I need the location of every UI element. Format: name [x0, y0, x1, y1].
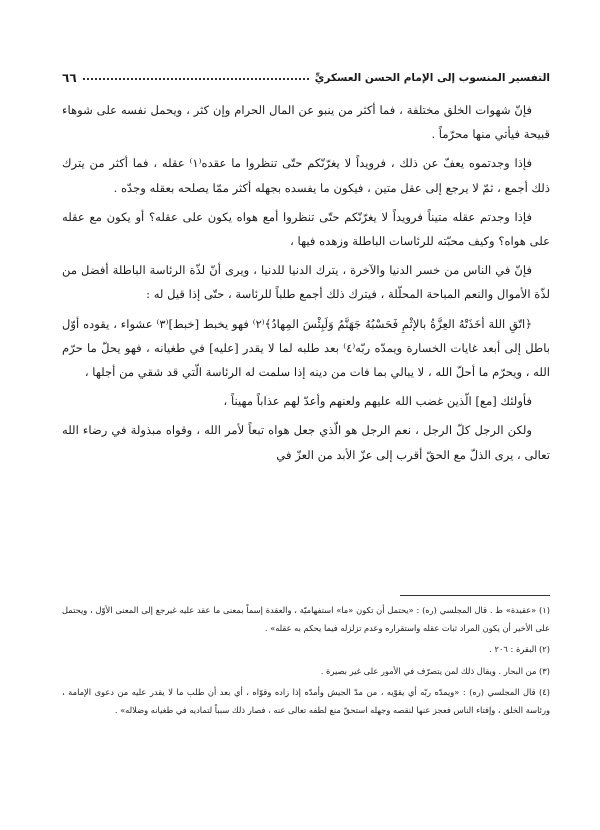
footnote: (١) «عقيدة» ط . قال المجلسي (ره) : «يحتمل أن تكون «ما» استفهاميّة ، والعقدة إسماً بمعنى ما عقد عليه غيرجع إلى المعنى الأوّل ، ويحتمل على الأخير أن يكون المراد ثبات عقله واستقراره وعدم تزلزله فيما يحكم به عقله» . — [62, 605, 550, 633]
running-title: التفسير المنسوب إلى الإمام الحسن العسكريِّ — [314, 72, 550, 84]
header-dotted-rule — [83, 78, 309, 80]
book-page — [62, 58, 550, 818]
running-header — [62, 68, 550, 88]
paragraph: فإنّ في الناس من خسر الدنيا والآخرة ، يترك الدنيا للدنيا ، ويرى أنّ لذّة الرئاسة الباطلة أفضل من لذّة الأموال والنعم المباحة المحلّلة ، فيترك ذلك أجمع طلباً للرئاسة ، حتّى إذا قيل له : — [62, 263, 550, 302]
footnote: (٣) من البحار . ويقال ذلك لمن يتصرّف في الأمور على غير بصيرة . — [320, 665, 550, 676]
footnotes — [62, 602, 550, 723]
footnote-separator — [400, 595, 550, 596]
paragraph: فإذا وجدتم عقله متيناً فرويداً لا يغرّنّكم حتّى تنظروا أمع هواه يكون على عقله؟ أو يكون مع عقله على هواه؟ وكيف محبّته للرئاسات الباطلة وزهده فيها ، — [62, 209, 550, 249]
main-text — [62, 98, 550, 472]
page-number: ٦٦ — [62, 71, 77, 85]
paragraph: ولكن الرجل كلّ الرجل ، نعم الرجل هو الّذي جعل هواه تبعاً لأمر الله ، وقواه مبذولة في رضاء الله تعالى ، يرى الذلّ مع الحقّ أقرب إلى عزّ الأبد من العزّ في — [62, 423, 550, 462]
paragraph: فإذا وجدتموه يعفّ عن ذلك ، فرويداً لا يغرّنّكم حتّى تنظروا ما عقده⁽١⁾ عقله ، فما أكثر من يترك ذلك أجمع ، ثمّ لا يرجع إلى عقل متين ، فيكون ما يفسده بجهله أكثر ممّا يصلحه بعقله وجدّه . — [62, 156, 550, 195]
paragraph-with-verse: ﴿اتّقِ اللهَ أخَذَتْهُ العِزَّةُ بالإثْمِ فَحَسْبُهُ جَهَنَّمُ وَلَبِئْسَ المِهادُ﴾⁽٢⁾ فهو يخبط [خبط]⁽٣⁾ عشواء ، يقوده أوّل باطل إلى أبعد غايات الخسارة ويمدّه ربّه⁽٤⁾ بعد طلبه لما لا يقدر [عليه] في طغيانه ، فهو يحلّ ما حرّم الله ، ويحرّم ما أحلّ الله ، لا يبالي بما فات من دينه إذا سلمت له الرئاسة الّتي قد شقي من أجلها ، — [62, 316, 550, 380]
footnote: (٢) البقرة : ٢٠٦ . — [489, 644, 550, 654]
footnote: (٤) قال المجلسي (ره) : «ويمدّه ربّه أي يقوّيه ، من مدّ الجيش وأمدّه إذا زاده وقوّاه ، أي بعد أن طلب ما لا يقدر عليه من دعوى الإمامة ، ورئاسة الخلق ، وإفتاء الناس فعجز عنها لنقصه وجهله استحقّ منع لطفه تعالى عنه ، فصار ذلك سبباً لتماديه في طغيانه وضلاله» . — [62, 687, 550, 715]
paragraph: فأولئك [مع] الّذين غضب الله عليهم ولعنهم وأعدّ لهم عذاباً مهيناً ، — [223, 394, 532, 409]
paragraph: فإنّ شهوات الخلق مختلفة ، فما أكثر من ينبو عن المال الحرام وإن كثر ، ويحمل نفسه على شوهاء قبيحة فيأتي منها محرّماً . — [62, 103, 550, 142]
